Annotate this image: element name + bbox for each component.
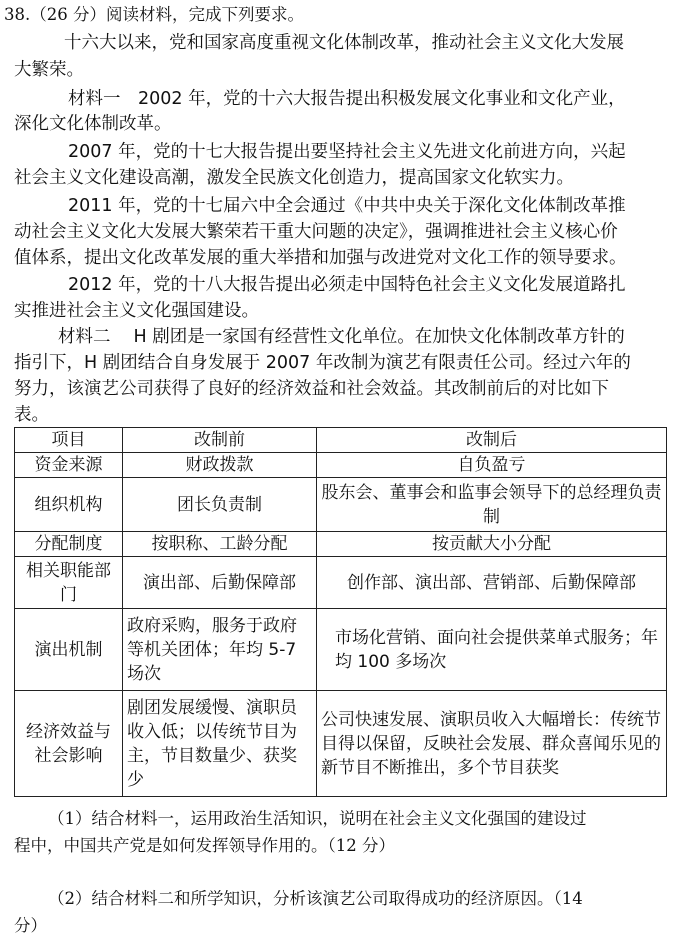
table-row (15, 532, 667, 557)
header-after: 改制后 (317, 428, 667, 453)
table-header-row (15, 428, 667, 453)
material1-line: 深化文化体制改革。 (14, 114, 172, 134)
header-item: 项目 (15, 428, 123, 453)
material1-line: 值体系，提出文化改革发展的重大举措和加强与改进党对文化工作的领导要求。 (14, 248, 627, 268)
row-after: 创作部、演出部、营销部、后勤保障部 (317, 557, 667, 609)
material1-line: 动社会主义文化大发展大繁荣若干重大问题的决定》，强调推进社会主义核心价 (14, 222, 618, 242)
comparison-table (14, 427, 667, 797)
table-row (15, 609, 667, 691)
row-after: 自负盈亏 (317, 453, 667, 478)
table-row (15, 478, 667, 532)
row-after: 股东会、董事会和监事会领导下的总经理负责制 (317, 478, 667, 532)
intro-line: 十六大以来，党和国家高度重视文化体制改革，推动社会主义文化大发展 (64, 33, 624, 53)
material2-line: 努力，该演艺公司获得了良好的经济效益和社会效益。其改制前后的对比如下 (14, 379, 609, 399)
material1-line: 社会主义文化建设高潮，激发全民族文化创造力，提高国家文化软实力。 (14, 168, 574, 188)
row-after: 公司快速发展、演职员收入大幅增长：传统节目得以保留，反映社会发展、群众喜闻乐见的新节目不断推出，多个节目获奖 (317, 691, 667, 797)
row-before: 政府采购，服务于政府等机关团体；年均 5-7 场次 (123, 609, 317, 691)
row-item: 资金来源 (15, 453, 123, 478)
material1-line: 2012 年，党的十八大报告提出必须走中国特色社会主义文化发展道路扎 (68, 275, 626, 295)
subquestion-1-line: （1）结合材料一，运用政治生活知识，说明在社会主义文化强国的建设过 (48, 809, 587, 828)
row-before: 剧团发展缓慢、演职员收入低；以传统节目为主，节目数量少、获奖少 (123, 691, 317, 797)
material1-line: 材料一 2002 年，党的十六大报告提出积极发展文化事业和文化产业， (68, 89, 626, 109)
subquestion-2-line: （2）结合材料二和所学知识，分析该演艺公司取得成功的经济原因。（14 (48, 889, 583, 908)
row-before: 演出部、后勤保障部 (123, 557, 317, 609)
material1-line: 2007 年，党的十七大报告提出要坚持社会主义先进文化前进方向，兴起 (68, 142, 626, 162)
material1-line: 实推进社会主义文化强国建设。 (14, 301, 259, 321)
row-after: 按贡献大小分配 (317, 532, 667, 557)
material2-line: 指引下，H 剧团结合自身发展于 2007 年改制为演艺有限责任公司。经过六年的 (14, 353, 631, 373)
row-item: 相关职能部门 (15, 557, 123, 609)
question-header: 38.（26 分）阅读材料，完成下列要求。 (4, 5, 304, 24)
row-before: 团长负责制 (123, 478, 317, 532)
row-before: 按职称、工龄分配 (123, 532, 317, 557)
row-item: 演出机制 (15, 609, 123, 691)
subquestion-1-line: 程中，中国共产党是如何发挥领导作用的。（12 分） (14, 836, 395, 855)
material2-line: 表。 (14, 405, 49, 425)
subquestion-2-line: 分） (14, 916, 47, 935)
row-after: 市场化营销、面向社会提供菜单式服务；年均 100 多场次 (317, 609, 667, 691)
intro-line: 大繁荣。 (14, 60, 84, 80)
row-item: 经济效益与社会影响 (15, 691, 123, 797)
row-item: 分配制度 (15, 532, 123, 557)
row-before: 财政拨款 (123, 453, 317, 478)
table-row (15, 557, 667, 609)
row-item: 组织机构 (15, 478, 123, 532)
header-before: 改制前 (123, 428, 317, 453)
table-row (15, 691, 667, 797)
table-row (15, 453, 667, 478)
material2-line: 材料二 H 剧团是一家国有经营性文化单位。在加快文化体制改革方针的 (58, 327, 625, 347)
material1-line: 2011 年，党的十七届六中全会通过《中共中央关于深化文化体制改革推 (68, 196, 626, 216)
